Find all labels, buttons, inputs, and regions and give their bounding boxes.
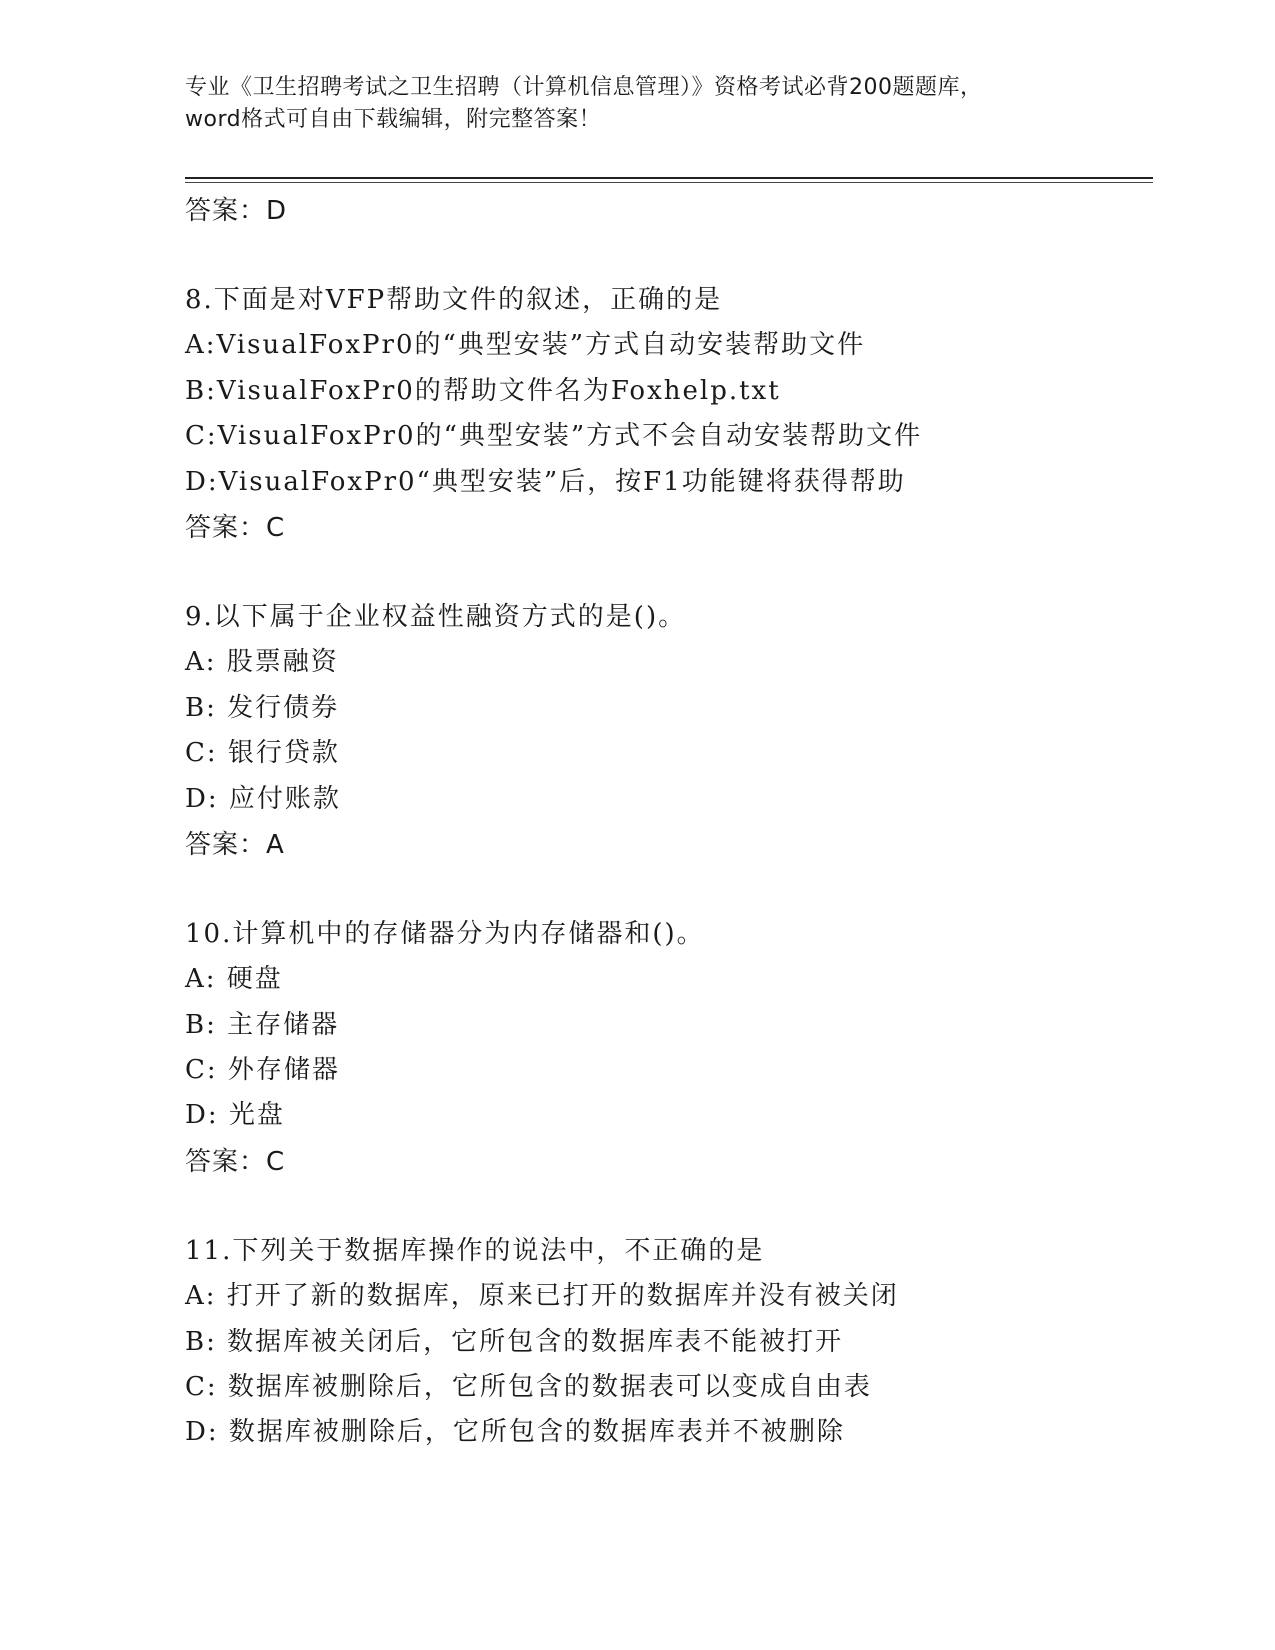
option-text: 主存储器: [216, 1009, 340, 1040]
document-header: [185, 72, 1145, 136]
option-letter: B:: [185, 375, 217, 406]
option-b: [185, 686, 1145, 731]
header-title-line-1: 专业《卫生招聘考试之卫生招聘（计算机信息管理）》资格考试必背200题题库，: [185, 75, 983, 100]
question-stem: 8.下面是对VFP帮助文件的叙述，正确的是: [185, 285, 723, 315]
option-a: [185, 640, 1145, 685]
option-c: [185, 414, 1145, 459]
answer-label: 答案：: [185, 1146, 267, 1177]
question-list: [185, 188, 1145, 1456]
question-spacer: [185, 1185, 1145, 1229]
question-spacer: [185, 234, 1145, 278]
answer-value: C: [266, 1146, 285, 1177]
question-spacer: [185, 868, 1145, 912]
question-stem: 9.以下属于企业权益性融资方式的是()。: [185, 601, 687, 632]
header-divider-thin: [185, 182, 1153, 183]
option-letter: C:: [185, 421, 218, 452]
option-d: [185, 1410, 1145, 1455]
answer-line: [185, 188, 1145, 234]
question-stem: 11.下列关于数据库操作的说法中，不正确的是: [185, 1235, 765, 1266]
option-text: 数据库被删除后，它所包含的数据表可以变成自由表: [217, 1372, 872, 1403]
question-block: [185, 595, 1145, 868]
option-letter: D:: [185, 783, 219, 814]
option-text: 外存储器: [217, 1055, 340, 1086]
answer-value: A: [266, 829, 284, 860]
option-a: [185, 957, 1145, 1002]
answer-value: C: [266, 512, 285, 543]
question-stem: 10.计算机中的存储器分为内存储器和()。: [185, 918, 705, 949]
option-text: 股票融资: [216, 647, 339, 678]
option-text: 打开了新的数据库，原来已打开的数据库并没有被关闭: [216, 1281, 899, 1312]
question-block: [185, 1229, 1145, 1456]
answer-line: [185, 1139, 1145, 1185]
option-text: VisualFoxPr0的“典型安装”方式不会自动安装帮助文件: [217, 421, 923, 452]
option-letter: C:: [185, 1055, 218, 1086]
option-letter: A:: [185, 1281, 217, 1312]
option-text: 光盘: [218, 1100, 285, 1131]
option-letter: B:: [185, 1326, 217, 1357]
option-letter: C:: [185, 738, 218, 769]
answer-line: [185, 822, 1145, 868]
option-letter: D:: [185, 1417, 219, 1448]
option-letter: A:: [185, 964, 217, 995]
option-d: [185, 1093, 1145, 1138]
header-divider-thick: [185, 177, 1153, 179]
option-c: [185, 1048, 1145, 1093]
option-text: 发行债券: [216, 692, 340, 723]
answer-line: [185, 505, 1145, 551]
option-a: [185, 323, 1145, 368]
option-text: 应付账款: [218, 783, 341, 814]
answer-value: D: [266, 196, 287, 226]
option-text: VisualFoxPr0的“典型安装”方式自动安装帮助文件: [216, 330, 866, 361]
option-b: [185, 369, 1145, 414]
option-b: [185, 1320, 1145, 1365]
option-c: [185, 1365, 1145, 1410]
option-text: VisualFoxPr0的帮助文件名为Foxhelp.txt: [216, 375, 781, 406]
answer-label: 答案：: [185, 512, 267, 543]
option-text: 硬盘: [216, 964, 283, 995]
option-text: VisualFoxPr0“典型安装”后，按F1功能键将获得帮助: [218, 466, 906, 497]
question-block: [185, 278, 1145, 551]
option-letter: B:: [185, 692, 217, 723]
header-title-line-2: word格式可自由下载编辑，附完整答案！: [185, 107, 602, 132]
question-spacer: [185, 551, 1145, 595]
option-letter: D:: [185, 1100, 219, 1131]
answer-label: 答案：: [185, 196, 267, 226]
option-b: [185, 1003, 1145, 1048]
option-c: [185, 731, 1145, 776]
option-text: 数据库被关闭后，它所包含的数据库表不能被打开: [216, 1326, 844, 1357]
option-letter: A:: [185, 647, 217, 678]
option-letter: B:: [185, 1009, 217, 1040]
option-d: [185, 777, 1145, 822]
question-block: [185, 912, 1145, 1185]
option-text: 数据库被删除后，它所包含的数据库表并不被删除: [218, 1417, 845, 1448]
option-a: [185, 1274, 1145, 1319]
option-letter: C:: [185, 1372, 218, 1403]
option-d: [185, 460, 1145, 505]
option-letter: D:: [185, 466, 219, 497]
option-letter: A:: [185, 330, 217, 361]
option-text: 银行贷款: [217, 738, 340, 769]
answer-label: 答案：: [185, 829, 267, 860]
